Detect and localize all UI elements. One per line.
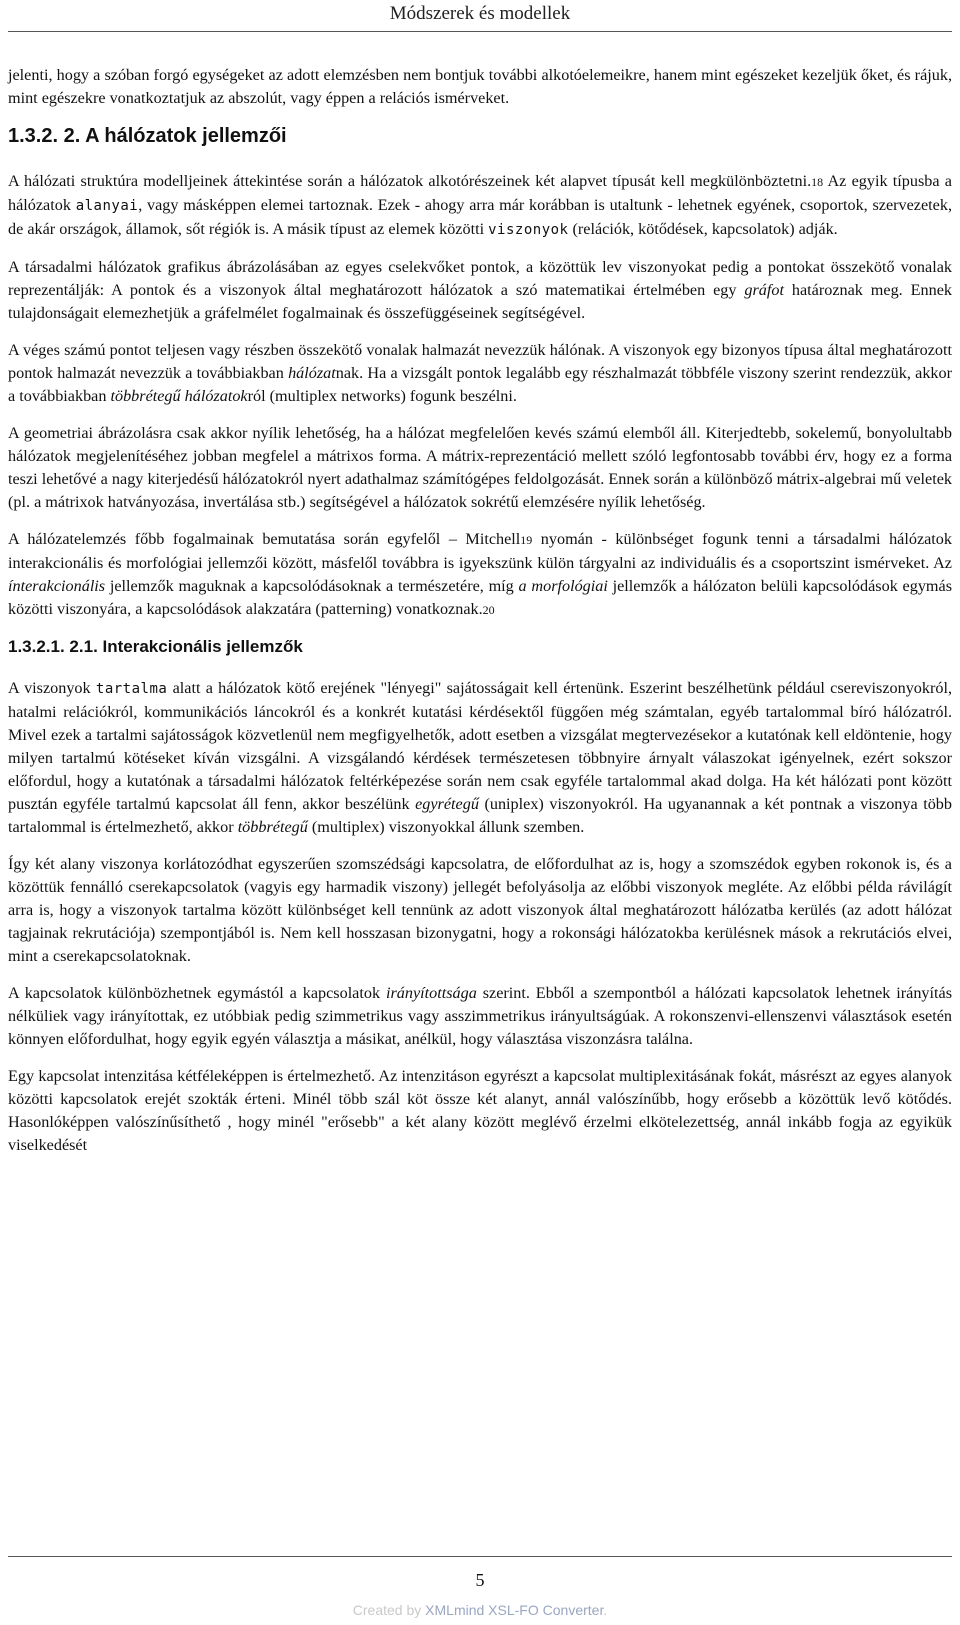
credit-suffix: . [603, 1602, 608, 1618]
text-run: A véges számú pontot teljesen vagy részben összekötő vonalak halmazát nevezzük hálónak. A viszonyok egy bizonyos típusa által meghatározott pontok halmazát nevezzük a továbbiakban [8, 341, 952, 382]
converter-credit [0, 1602, 960, 1618]
text-run: (multiplex) viszonyokkal állunk szemben. [307, 818, 585, 836]
paragraph-grafikus-abrazolas [8, 256, 952, 325]
term-grafot: gráfot [744, 281, 784, 299]
page-number: 5 [475, 1570, 485, 1590]
term-tartalma: tartalma [95, 681, 168, 697]
paragraph-alkotoreszek [8, 170, 952, 242]
paragraph-mitchell [8, 528, 952, 622]
text-run: Az egyik típusba a hálózatok [8, 172, 952, 214]
footnote-ref-20[interactable]: 20 [482, 603, 495, 617]
section-heading-halozatok-jellemzoi: 1.3.2. 2. A hálózatok jellemzői [8, 125, 287, 147]
term-halozat: hálózat [288, 364, 336, 382]
text-run: A társadalmi hálózatok grafikus ábrázolásában az egyes cselekvőket pontok, a közöttük lev viszonyokat pedig a pontokat összekötő vonalak reprezentálják: A pontok és a viszonyok által meghatározott hálózatok a szó matematikai értelmében egy [8, 258, 952, 299]
text-run: nak. Ha a vizsgált pontok legalább egy részhalmazát többféle viszony szerint rendezzük, akkor a továbbiakban [8, 364, 952, 405]
term-interakcionalis: ínterakcionális [8, 577, 106, 595]
footer-rule [8, 1556, 952, 1557]
credit-prefix: Created by [352, 1602, 426, 1618]
term-tobbretegu-halozatok: többrétegű hálózatok [110, 387, 248, 405]
text-run: A viszonyok [8, 679, 96, 697]
paragraph-szomszedsagi-kapcsolat: Így két alany viszonya korlátozódhat egyszerűen szomszédsági kapcsolatra, de előfordulhat az is, hogy a szomszédok egyben rokonok is, és a közöttük fennálló cserekapcsolatok (vagyis egy harmadik viszony) jellegét befolyásolja az előbbi viszonyok megléte. Az előbbi példa rávilágít arra is, hogy a viszonyok tartalma között különbséget kell tennünk az adott viszonyok által meghatározott hálózatba kerülés (az adott hálózat tagjainak rekrutációja) szempontjából is. Nem kell hosszasan bizonygatni, hogy a rokonsági hálózatokba kerülésnek mások a rekrutációs elvei, mint a cserekapcsolatoknak. [8, 855, 952, 965]
paragraph-matrix-reprezentacio: A geometriai ábrázolásra csak akkor nyílik lehetőség, ha a hálózat megfelelően kevés számú elemből áll. Kiterjedtebb, sokelemű, bonyolultabb hálózatok megjelenítéséhez jobban megfelel a mátrixos forma. A mátrix-reprezentáció mellett szóló legfontosabb további érv, hogy ez a forma teszi lehetővé a nagy kiterjedésű hálózatokról nyert adathalmaz számítógépes feldolgozását. Ennek során a különböző mátrix-algebrai mű veletek (pl. a mátrixok hatványozása, invertálása stb.) segítségével a hálózatok sokrétű elemzésére nyílik lehetőség. [8, 424, 952, 511]
paragraph-iranyitottsag [8, 982, 952, 1051]
term-tobbretegu: többrétegű [237, 818, 308, 836]
running-header: Módszerek és modellek [389, 3, 571, 24]
term-egyretegu: egyrétegű [415, 795, 479, 813]
intro-paragraph: jelenti, hogy a szóban forgó egységeket az adott elemzésben nem bontjuk további alkotóelemeikre, hanem mint egészeket kezeljük őket, és rájuk, mint egészekre vonatkoztatjuk az abszolút, vagy éppen a relációs ismérveket. [8, 66, 952, 107]
text-run: határoznak meg. Ennek tulajdonságait elemezhetjük a gráfelmélet fogalmainak és összefüggéseinek segítségével. [8, 281, 952, 322]
text-run: (uniplex) viszonyokról. Ha ugyanannak a két pontnak a viszonya több tartalommal is értelmezhető, akkor [8, 795, 952, 836]
credit-brand-link[interactable]: XMLmind XSL-FO Converter [425, 1602, 604, 1618]
term-viszonyok: viszonyok [488, 222, 569, 238]
term-iranyitottsaga: irányítottsága [385, 984, 477, 1002]
paragraph-intenzitas: Egy kapcsolat intenzitása kétféleképpen is értelmezhető. Az intenzitáson egyrészt a kapcsolat multiplexitásának fokát, másrészt az egyes alanyok közötti kapcsolatok erejét szokták érteni. Minél több szál köt össze két alanyt, annál valószínűbb, hogy erősebb a közöttük levő kötődés. Hasonlóképpen valószínűsíthető , hogy minél "erősebb" a két alany között meglévő érzelmi elkötelezettség, annál inkább fogja az egyikük viselkedését [8, 1067, 952, 1154]
text-run: nyomán - különbséget fogunk tenni a társadalmi hálózatok interakcionális és morfológiai jellemzői között, másfelől továbbra is igyekszünk külön tárgyalni az individuális és a csoportszint ismérveket. Az [8, 530, 952, 572]
paragraph-halo-definicio [8, 339, 952, 408]
text-run: ról (multiplex networks) fogunk beszélni. [247, 387, 517, 405]
footnote-ref-18[interactable]: 18 [811, 175, 824, 189]
text-run: jellemzők a hálózaton belüli kapcsolódások egymás közötti viszonyára, a kapcsolódások alakzatára (patterning) vonatkoznak. [8, 577, 953, 618]
text-run: jellemzők maguknak a kapcsolódásoknak a természetére, míg [105, 577, 519, 595]
paragraph-viszonyok-tartalma [8, 677, 952, 839]
text-run: A hálózati struktúra modelljeinek áttekintése során a hálózatok alkotórészeinek két alapvet típusát kell megkülönböztetni. [8, 172, 812, 190]
text-run: A kapcsolatok különbözhetnek egymástól a kapcsolatok [8, 984, 386, 1002]
term-morfologiai: a morfológiai [518, 577, 608, 595]
text-run: A hálózatelemzés főbb fogalmainak bemutatása során egyfelől – Mitchell [8, 530, 521, 548]
text-run: (relációk, kötődések, kapcsolatok) adják. [568, 220, 838, 238]
header-rule [8, 31, 952, 32]
footnote-ref-19[interactable]: 19 [520, 533, 533, 547]
text-run: alatt a hálózatok kötő erejének "lényegi" sajátosságait kell értenünk. Eszerint beszélhetünk például csereviszonyokról, hatalmi relációkról, kommunikációs láncokról és a konkrét kutatási kérdésektől függően még számtalan, egyéb tartalommal bíró hálózatról. Mivel ezek a tartalmi sajátosságok közvetlenül nem megfigyelhetők, adott esetben a vizsgálat megtervezésekor a kutatónak kell eldöntenie, hogy milyen tartalmú kötéseket kíván vizsgálni. A vizsgálandó kérdések természetesen többnyire árnyalt válaszokat igényelnek, ezért sokszor előfordul, hogy a kutatónak a társadalmi hálózatok feltérképezése során nem csak egyféle tartalommal akad dolga. Ha két hálózati pont között pusztán egyféle tartalmú kapcsolat áll fenn, akkor beszélünk [8, 679, 953, 813]
term-alanyai: alanyai [75, 198, 139, 214]
text-run: , vagy másképpen elemei tartoznak. Ezek - ahogy arra már korábban is utaltunk - lehetnek egyének, csoportok, szervezetek, de akár országok, államok, sőt régiók is. A másik típust az elemek közötti [8, 196, 952, 238]
section-heading-interakcionalis-jellemzok: 1.3.2.1. 2.1. Interakcionális jellemzők [8, 637, 303, 656]
page-body [8, 64, 952, 1171]
text-run: szerint. Ebből a szempontból a hálózati kapcsolatok lehetnek irányítás nélküliek vagy irányítottak, ez utóbbiak pedig szimmetrikus vagy asszimmetrikus irányultságúak. A rokonszenvi-ellenszenvi választások esetén könnyen előfordulhat, hogy egyik egyén választja a másikat, anélkül, hogy választása viszonzásra találna. [8, 984, 953, 1048]
